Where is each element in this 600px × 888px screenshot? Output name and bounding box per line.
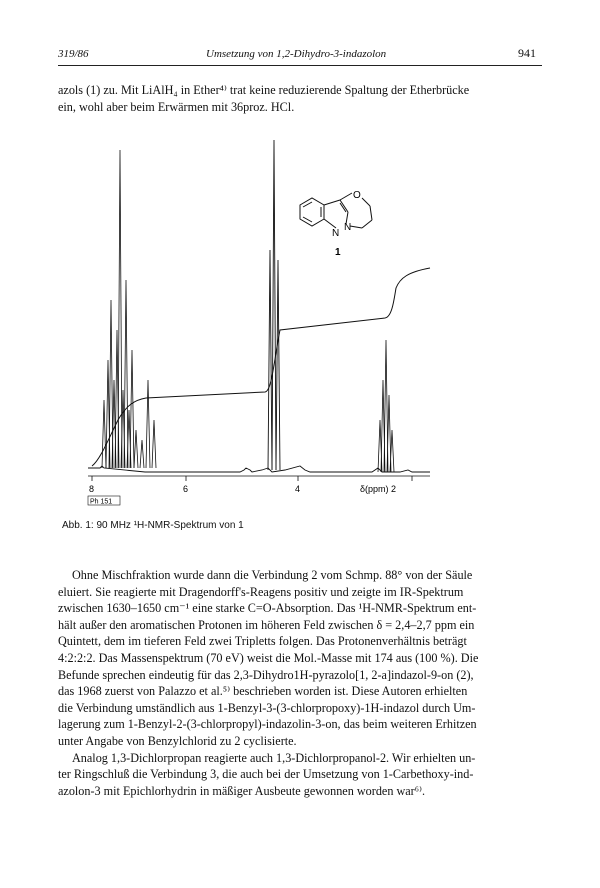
- body-line: die Verbindung umständlich aus 1-Benzyl-3-(3-chlorpropoxy)-1H-indazol durch Um-: [58, 700, 476, 715]
- body-line: Befunde sprechen eindeutig für das 2,3-Dihydro1H-pyrazolo[1, 2-a]indazol-9-on (2),: [58, 667, 474, 682]
- body-paragraph: [58, 567, 542, 799]
- aromatic-peaks: [102, 150, 156, 468]
- intro-line: azols (1) zu. Mit LiAlH₄ in Ether⁴⁾ trat keine reduzierende Spaltung der Etherbrücke: [58, 83, 470, 97]
- structure-1: [300, 193, 372, 228]
- triplet-peak: [268, 140, 280, 470]
- body-line: azolon-3 mit Epichlorhydrin in mäßiger Ausbeute gewonnen worden war⁶⁾.: [58, 783, 426, 798]
- tick-label: 6: [183, 484, 189, 494]
- body-line: lagerung zum 1-Benzyl-2-(3-chlorpropyl)-indazolin-3-on, das beim weiteren Erhitzen: [58, 717, 477, 732]
- tick-label: 4: [295, 484, 301, 494]
- figure-caption: Abb. 1: 90 MHz ¹H-NMR-Spektrum von 1: [62, 520, 244, 531]
- body-line: unter Angabe von Benzylchlorid zu 2 cyclisierte.: [58, 733, 297, 748]
- tick-label: δ(ppm) 2: [360, 484, 397, 494]
- nitrogen-label: N: [332, 228, 340, 239]
- page-number: 941: [518, 46, 536, 60]
- body-line: Quintett, dem im tieferen Feld zwei Tripletts folgen. Das Protonenverhältnis beträgt: [58, 634, 467, 649]
- header-issue: 319/86: [58, 48, 89, 60]
- body-line: hält außer den aromatischen Protonen im höheren Feld zwischen δ = 2,4–2,7 ppm ein: [58, 617, 475, 632]
- intro-line: ein, wohl aber beim Erwärmen mit 36proz. HCl.: [58, 99, 295, 114]
- x-axis-ticks: [92, 476, 412, 481]
- nitrogen-label: N: [344, 222, 352, 233]
- compound-number: 1: [335, 247, 341, 258]
- body-line: eluiert. Sie reagierte mit Dragendorff's-Reagens positiv und zeigte im IR-Spektrum: [58, 584, 464, 599]
- body-line: das 1968 zuerst von Palazzo et al.⁵⁾ beschrieben worden ist. Diese Autoren erhielten: [58, 684, 468, 699]
- body-line: zwischen 1630–1650 cm⁻¹ eine starke C=O-Absorption. Das ¹H-NMR-Spektrum ent-: [58, 601, 477, 616]
- quintet-peak: [378, 340, 394, 472]
- body-line: ter Ringschluß die Verbindung 3, die auch bei der Umsetzung von 1-Carbethoxy-ind-: [58, 767, 474, 782]
- body-line: Ohne Mischfraktion wurde dann die Verbindung 2 vom Schmp. 88° von der Säule: [72, 568, 473, 582]
- body-line: Analog 1,3-Dichlorpropan reagierte auch 1,3-Dichlorpropanol-2. Wir erhielten un-: [72, 750, 476, 765]
- oxygen-label: O: [353, 190, 361, 201]
- tick-label: 8: [89, 484, 95, 494]
- body-line: 4:2:2:2. Das Massenspektrum (70 eV) weist die Mol.-Masse mit 174 aus (100 %). Die: [58, 650, 479, 665]
- header-title: Umsetzung von 1,2-Dihydro-3-indazolon: [206, 48, 387, 60]
- spectrum-baseline: [88, 466, 430, 472]
- stamp-label: Ph 151: [90, 498, 113, 506]
